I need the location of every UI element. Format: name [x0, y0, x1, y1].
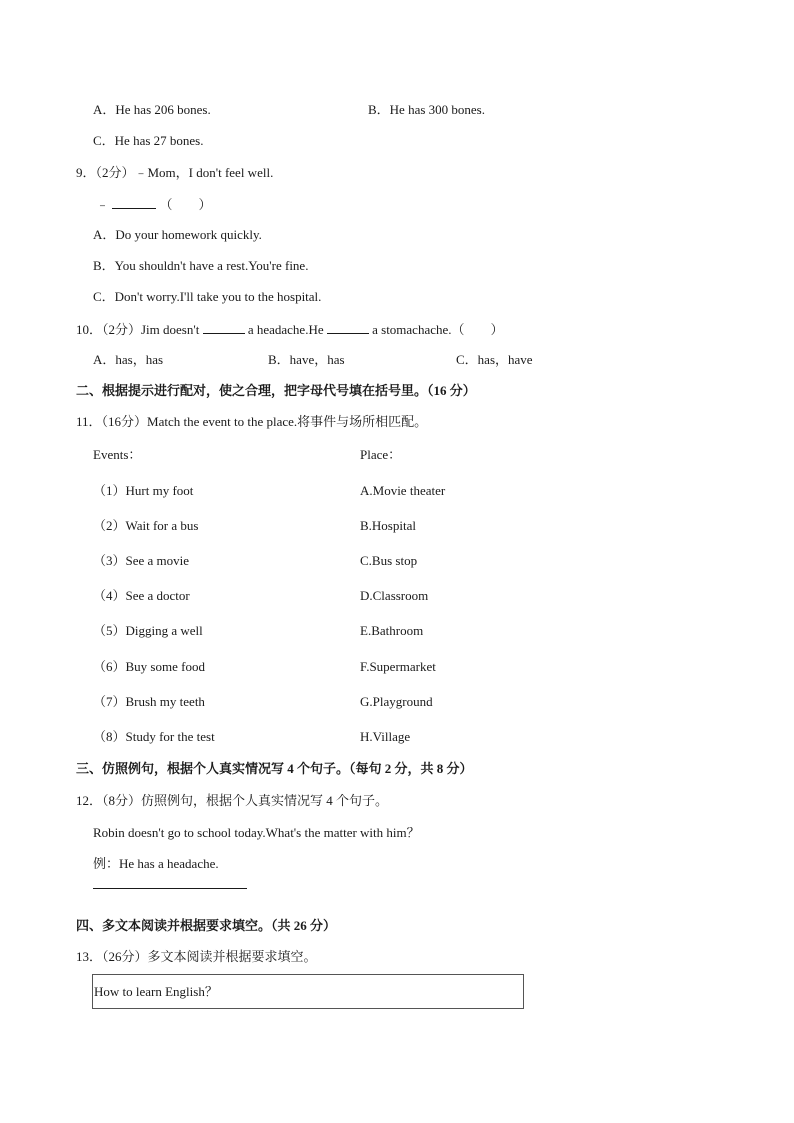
event-item: （8）Study for the test: [93, 729, 215, 744]
event-item: （4）See a doctor: [93, 588, 190, 603]
q12-stem: 12．（8分）仿照例句，根据个人真实情况写 4 个句子。: [76, 793, 389, 808]
place-item: F.Supermarket: [360, 659, 436, 674]
q9-answer-prefix: ﹣: [96, 197, 110, 212]
q10-option-c: C．has，have: [456, 352, 533, 367]
q10-blank-1[interactable]: [203, 321, 245, 334]
event-item: （3）See a movie: [93, 553, 190, 568]
events-label: Events：: [93, 447, 142, 462]
event-item: （1）Hurt my foot: [93, 483, 194, 498]
event-item: （5）Digging a well: [93, 623, 203, 638]
q8-option-c: C．He has 27 bones.: [93, 133, 204, 148]
q13-stem: 13．（26分）多文本阅读并根据要求填空。: [76, 949, 317, 964]
q9-option-c: C．Don't worry.I'll take you to the hospital.: [93, 289, 322, 304]
reading-title-box: [92, 974, 524, 1009]
q8-option-b: B．He has 300 bones.: [368, 102, 485, 117]
event-item: （2）Wait for a bus: [93, 518, 199, 533]
place-item: D.Classroom: [360, 588, 429, 603]
place-item: A.Movie theater: [360, 483, 446, 498]
q10-part1: 10．（2分）Jim doesn't: [76, 322, 200, 337]
section3-heading: 三、仿照例句，根据个人真实情况写 4 个句子。（每句 2 分，共 8 分）: [76, 761, 473, 776]
q9-paren: （ ）: [159, 197, 212, 212]
q9-option-b: B．You shouldn't have a rest.You're fine.: [93, 258, 309, 273]
q9-blank[interactable]: [112, 196, 156, 209]
q12-answer-line[interactable]: [93, 888, 247, 889]
q9-answer-line: [96, 196, 212, 213]
place-item: E.Bathroom: [360, 623, 424, 638]
place-item: C.Bus stop: [360, 553, 418, 568]
q9-stem: 9．（2分）﹣Mom，I don't feel well.: [76, 165, 274, 180]
q9-option-a: A．Do your homework quickly.: [93, 227, 262, 242]
place-item: H.Village: [360, 729, 411, 744]
q10-part2: a headache.He: [247, 322, 324, 337]
q11-stem: 11．（16分）Match the event to the place.将事件与场所相匹配。: [76, 414, 428, 429]
event-item: （6）Buy some food: [93, 659, 205, 674]
q12-prompt: Robin doesn't go to school today.What's the matter with him？: [93, 825, 420, 840]
place-label: Place：: [360, 447, 402, 462]
section2-heading: 二、根据提示进行配对，使之合理，把字母代号填在括号里。（16 分）: [76, 383, 476, 398]
event-item: （7）Brush my teeth: [93, 694, 205, 709]
place-item: B.Hospital: [360, 518, 416, 533]
q10-stem: [76, 321, 504, 338]
q8-option-a: A．He has 206 bones.: [93, 102, 211, 117]
place-item: G.Playground: [360, 694, 433, 709]
q10-part3: a stomachache.（ ）: [372, 322, 504, 337]
section4-heading: 四、多文本阅读并根据要求填空。（共 26 分）: [76, 918, 337, 933]
q10-blank-2[interactable]: [327, 321, 369, 334]
q10-option-a: A．has，has: [93, 352, 164, 367]
q12-example: 例：He has a headache.: [93, 856, 219, 871]
reading-title: How to learn English？: [94, 984, 218, 999]
q10-option-b: B．have，has: [268, 352, 345, 367]
